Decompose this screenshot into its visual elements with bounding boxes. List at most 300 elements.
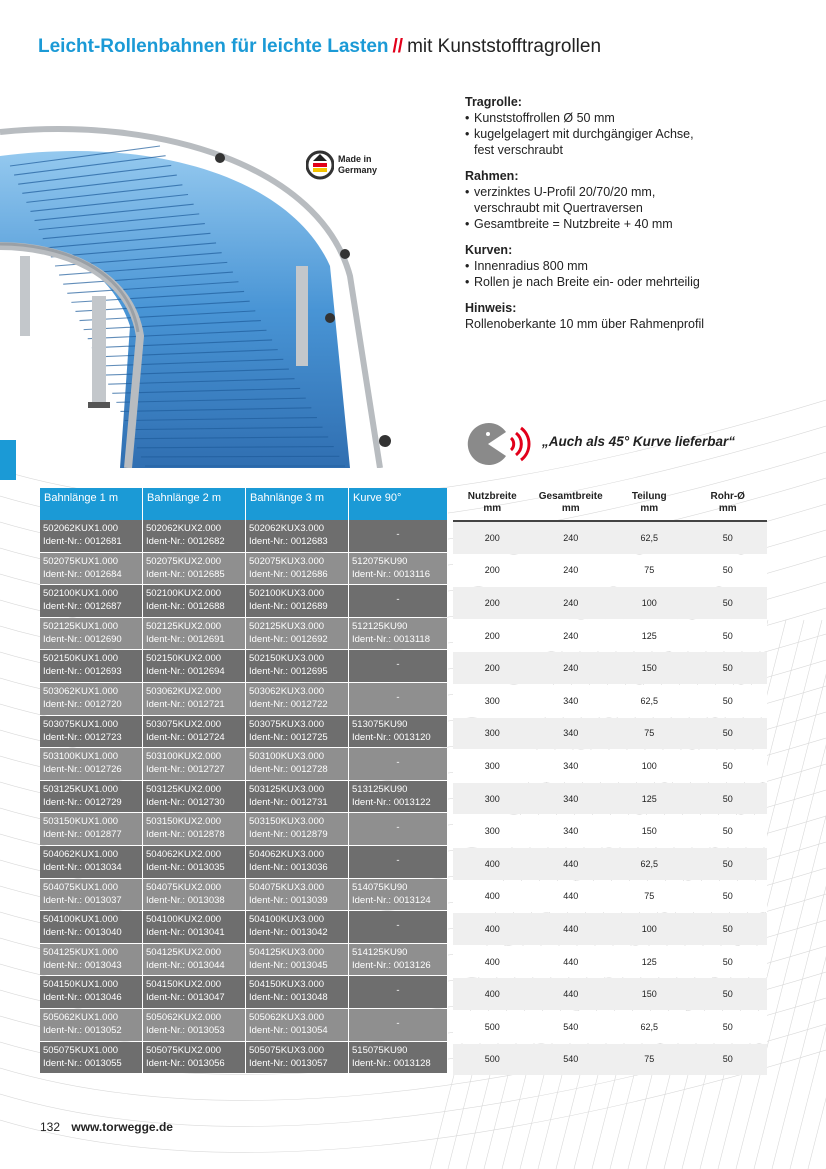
article-number: 502075KUX3.000 xyxy=(249,555,325,567)
value-rohr: 50 xyxy=(722,826,733,837)
article-cell-c2 xyxy=(143,553,246,585)
article-cell-c3 xyxy=(246,683,349,715)
dimension-row xyxy=(453,522,767,554)
article-cell-c3 xyxy=(246,944,349,976)
ident-number: Ident-Nr.: 0012729 xyxy=(43,796,122,808)
spec-heading: Hinweis: xyxy=(465,301,517,315)
ident-number: Ident-Nr.: 0013038 xyxy=(146,894,225,906)
value-gesamtbreite: 440 xyxy=(563,989,579,1000)
article-number: 505075KUX1.000 xyxy=(43,1044,119,1056)
ident-number: Ident-Nr.: 0013036 xyxy=(249,861,328,873)
ident-number: Ident-Nr.: 0012685 xyxy=(146,568,225,580)
article-cell-c4 xyxy=(349,781,448,813)
ident-number: Ident-Nr.: 0013042 xyxy=(249,927,328,939)
header-gesamtbreite-label: Gesamtbreite xyxy=(538,491,603,502)
article-number: - xyxy=(396,1017,400,1029)
page-title xyxy=(38,36,601,58)
article-cell-c4 xyxy=(349,683,448,715)
ident-number: Ident-Nr.: 0013057 xyxy=(249,1057,328,1069)
value-nutzbreite: 300 xyxy=(484,728,500,739)
article-number: 512075KU90 xyxy=(352,555,408,567)
article-cell-c2 xyxy=(143,976,246,1008)
value-teilung: 62,5 xyxy=(640,532,659,543)
article-cell-c2 xyxy=(143,813,246,845)
article-number: 515075KU90 xyxy=(352,1044,408,1056)
header-kurve-90: Kurve 90° xyxy=(349,488,448,520)
spec-group xyxy=(465,300,805,332)
ident-number: Ident-Nr.: 0013046 xyxy=(43,992,122,1004)
article-number: 513075KU90 xyxy=(352,718,408,730)
article-cell-c2 xyxy=(143,944,246,976)
germany-flag-icon xyxy=(306,150,334,180)
value-nutzbreite: 300 xyxy=(484,793,500,804)
article-cell-c3 xyxy=(246,748,349,780)
dimension-row xyxy=(453,978,767,1010)
spec-item xyxy=(465,274,805,290)
article-number: 503100KUX3.000 xyxy=(249,751,325,763)
article-cell-c2 xyxy=(143,1009,246,1041)
value-gesamtbreite: 440 xyxy=(563,923,579,934)
article-cell-c2 xyxy=(143,846,246,878)
article-number-table xyxy=(40,488,448,1074)
value-nutzbreite: 500 xyxy=(484,1021,500,1032)
article-row xyxy=(40,1042,448,1074)
article-number: 504100KUX3.000 xyxy=(249,914,325,926)
header-rohr-label: Rohr-Ø xyxy=(710,491,745,502)
spec-item-line: • Kunststoffrollen Ø 50 mm xyxy=(474,111,615,125)
article-number: - xyxy=(396,691,400,703)
spec-item-line: • kugelgelagert mit durchgängiger Achse, xyxy=(474,127,694,141)
badge-line2: Germany xyxy=(338,165,378,175)
article-number: 513125KU90 xyxy=(352,783,408,795)
value-rohr: 50 xyxy=(722,597,733,608)
article-row xyxy=(40,813,448,845)
article-number: 503125KUX1.000 xyxy=(43,783,119,795)
article-cell-c3 xyxy=(246,1042,349,1074)
article-number: - xyxy=(396,757,400,769)
value-nutzbreite: 300 xyxy=(484,695,500,706)
article-row xyxy=(40,846,448,878)
header-teilung-unit: mm xyxy=(640,503,659,514)
article-number: 503150KUX2.000 xyxy=(146,816,222,828)
ident-number: Ident-Nr.: 0013040 xyxy=(43,927,122,939)
value-nutzbreite: 400 xyxy=(484,956,500,967)
dimension-row xyxy=(453,750,767,782)
value-gesamtbreite: 340 xyxy=(563,793,579,804)
article-cell-c3 xyxy=(246,911,349,943)
article-cell-c4 xyxy=(349,716,448,748)
article-row xyxy=(40,976,448,1008)
ident-number: Ident-Nr.: 0012878 xyxy=(146,829,225,841)
article-number: 503062KUX2.000 xyxy=(146,685,222,697)
value-teilung: 62,5 xyxy=(640,858,659,869)
value-teilung: 150 xyxy=(641,989,657,1000)
ident-number: Ident-Nr.: 0013056 xyxy=(146,1057,225,1069)
article-number: 503150KUX3.000 xyxy=(249,816,325,828)
spec-group xyxy=(465,168,805,232)
article-number: - xyxy=(396,659,400,671)
article-cell-c2 xyxy=(143,748,246,780)
article-number: 504150KUX3.000 xyxy=(249,979,325,991)
dimension-row xyxy=(453,1011,767,1043)
specifications xyxy=(465,94,805,342)
ident-number: Ident-Nr.: 0012730 xyxy=(146,796,225,808)
value-rohr: 50 xyxy=(722,1054,733,1065)
ident-number: Ident-Nr.: 0013055 xyxy=(43,1057,122,1069)
value-teilung: 150 xyxy=(641,663,657,674)
article-cell-c1 xyxy=(40,1009,143,1041)
value-rohr: 50 xyxy=(722,728,733,739)
ident-number: Ident-Nr.: 0012722 xyxy=(249,698,328,710)
value-nutzbreite: 300 xyxy=(484,760,500,771)
article-number: 502100KUX3.000 xyxy=(249,588,325,600)
spec-item-line: • Rollen je nach Breite ein- oder mehrteilig xyxy=(474,275,700,289)
value-nutzbreite: 200 xyxy=(484,663,500,674)
value-rohr: 50 xyxy=(722,858,733,869)
spec-note-text: Rollenoberkante 10 mm über Rahmenprofil xyxy=(465,317,705,331)
article-number: 503075KUX1.000 xyxy=(43,718,119,730)
spec-heading: Kurven: xyxy=(465,243,513,257)
value-nutzbreite: 200 xyxy=(484,597,500,608)
article-row xyxy=(40,879,448,911)
ident-number: Ident-Nr.: 0012681 xyxy=(43,536,122,547)
article-number: - xyxy=(396,822,400,834)
value-nutzbreite: 400 xyxy=(484,891,500,902)
value-rohr: 50 xyxy=(722,760,733,771)
dimension-row xyxy=(453,881,767,913)
article-number: 512125KU90 xyxy=(352,620,408,632)
value-gesamtbreite: 240 xyxy=(563,597,579,608)
article-cell-c1 xyxy=(40,781,143,813)
article-number: 503100KUX2.000 xyxy=(146,751,222,763)
header-bahnlaenge-2m: Bahnlänge 2 m xyxy=(143,488,246,520)
article-cell-c2 xyxy=(143,879,246,911)
header-nutzbreite-label: Nutzbreite xyxy=(467,491,517,502)
article-number: 505075KUX2.000 xyxy=(146,1044,222,1056)
ident-number: Ident-Nr.: 0013126 xyxy=(352,959,431,971)
article-row xyxy=(40,748,448,780)
spec-item-line: • verzinktes U-Profil 20/70/20 mm, xyxy=(474,185,656,199)
article-cell-c3 xyxy=(246,650,349,682)
article-cell-c1 xyxy=(40,683,143,715)
ident-number: Ident-Nr.: 0012877 xyxy=(43,829,122,841)
value-nutzbreite: 300 xyxy=(484,826,500,837)
dimension-row xyxy=(453,848,767,880)
ident-number: Ident-Nr.: 0012692 xyxy=(249,633,328,645)
article-cell-c3 xyxy=(246,1009,349,1041)
article-row xyxy=(40,716,448,748)
article-cell-c1 xyxy=(40,813,143,845)
dimension-row xyxy=(453,1044,767,1076)
ident-number: Ident-Nr.: 0013052 xyxy=(43,1024,122,1036)
header-teilung-label: Teilung xyxy=(631,491,667,502)
article-number: 502062KUX1.000 xyxy=(43,523,119,534)
article-number: 502150KUX3.000 xyxy=(249,653,325,665)
dimension-row xyxy=(453,555,767,587)
value-nutzbreite: 200 xyxy=(484,565,500,576)
article-cell-c3 xyxy=(246,520,349,552)
ident-number: Ident-Nr.: 0013044 xyxy=(146,959,225,971)
ident-number: Ident-Nr.: 0012683 xyxy=(249,536,328,547)
dimension-row xyxy=(453,685,767,717)
ident-number: Ident-Nr.: 0012687 xyxy=(43,601,122,613)
value-gesamtbreite: 240 xyxy=(563,630,579,641)
value-gesamtbreite: 540 xyxy=(563,1054,579,1065)
article-number: 503100KUX1.000 xyxy=(43,751,119,763)
spec-group xyxy=(465,94,805,158)
article-number: - xyxy=(396,594,400,606)
spec-item xyxy=(465,216,805,232)
article-cell-c3 xyxy=(246,976,349,1008)
ident-number: Ident-Nr.: 0012691 xyxy=(146,633,225,645)
article-number: 502100KUX1.000 xyxy=(43,588,119,600)
article-number: - xyxy=(396,854,400,866)
article-row xyxy=(40,781,448,813)
value-teilung: 100 xyxy=(641,597,657,608)
ident-number: Ident-Nr.: 0012694 xyxy=(146,666,225,678)
article-cell-c1 xyxy=(40,879,143,911)
article-number: 502062KUX3.000 xyxy=(249,523,325,534)
value-gesamtbreite: 240 xyxy=(563,532,579,543)
article-cell-c1 xyxy=(40,520,143,552)
article-cell-c1 xyxy=(40,650,143,682)
article-cell-c2 xyxy=(143,650,246,682)
value-teilung: 125 xyxy=(641,793,657,804)
ident-number: Ident-Nr.: 0012684 xyxy=(43,568,122,580)
value-gesamtbreite: 440 xyxy=(563,858,579,869)
article-number: 503075KUX2.000 xyxy=(146,718,222,730)
article-cell-c3 xyxy=(246,716,349,748)
value-rohr: 50 xyxy=(722,565,733,576)
value-teilung: 150 xyxy=(641,826,657,837)
header-gesamtbreite xyxy=(532,488,611,520)
value-nutzbreite: 400 xyxy=(484,989,500,1000)
article-number: 514125KU90 xyxy=(352,946,408,958)
spec-item xyxy=(465,184,805,216)
value-teilung: 100 xyxy=(641,923,657,934)
article-cell-c4 xyxy=(349,911,448,943)
article-cell-c2 xyxy=(143,618,246,650)
ident-number: Ident-Nr.: 0013045 xyxy=(249,959,328,971)
article-cell-c4 xyxy=(349,553,448,585)
article-cell-c2 xyxy=(143,911,246,943)
value-teilung: 62,5 xyxy=(640,1021,659,1032)
article-number: 505062KUX2.000 xyxy=(146,1011,222,1023)
value-teilung: 75 xyxy=(644,728,655,739)
ident-number: Ident-Nr.: 0012879 xyxy=(249,829,328,841)
article-number: 504100KUX1.000 xyxy=(43,914,119,926)
value-rohr: 50 xyxy=(722,956,733,967)
article-cell-c4 xyxy=(349,618,448,650)
article-number: 502125KUX3.000 xyxy=(249,620,325,632)
article-cell-c4 xyxy=(349,846,448,878)
dimension-row xyxy=(453,783,767,815)
ident-number: Ident-Nr.: 0012682 xyxy=(146,536,225,547)
value-gesamtbreite: 240 xyxy=(563,565,579,576)
ident-number: Ident-Nr.: 0013054 xyxy=(249,1024,328,1036)
article-cell-c3 xyxy=(246,553,349,585)
article-number: 505075KUX3.000 xyxy=(249,1044,325,1056)
article-cell-c2 xyxy=(143,520,246,552)
article-row xyxy=(40,911,448,943)
article-cell-c4 xyxy=(349,976,448,1008)
article-number: 503075KUX3.000 xyxy=(249,718,325,730)
article-row xyxy=(40,585,448,617)
ident-number: Ident-Nr.: 0012695 xyxy=(249,666,328,678)
article-cell-c3 xyxy=(246,813,349,845)
badge-line1: Made in xyxy=(338,154,372,164)
spec-heading: Rahmen: xyxy=(465,169,519,183)
value-nutzbreite: 200 xyxy=(484,630,500,641)
value-gesamtbreite: 540 xyxy=(563,1021,579,1032)
value-teilung: 125 xyxy=(641,630,657,641)
article-cell-c1 xyxy=(40,716,143,748)
dimension-row xyxy=(453,913,767,945)
article-table-header xyxy=(40,488,448,520)
spec-item xyxy=(465,258,805,274)
ident-number: Ident-Nr.: 0012720 xyxy=(43,698,122,710)
article-number: 504062KUX3.000 xyxy=(249,848,325,860)
value-gesamtbreite: 440 xyxy=(563,891,579,902)
article-cell-c4 xyxy=(349,813,448,845)
article-number: 504075KUX3.000 xyxy=(249,881,325,893)
article-cell-c1 xyxy=(40,911,143,943)
value-rohr: 50 xyxy=(722,630,733,641)
value-rohr: 50 xyxy=(722,1021,733,1032)
article-number: - xyxy=(396,920,400,932)
article-number: 505062KUX3.000 xyxy=(249,1011,325,1023)
ident-number: Ident-Nr.: 0012723 xyxy=(43,731,122,743)
ident-number: Ident-Nr.: 0012727 xyxy=(146,764,225,776)
header-nutzbreite-unit: mm xyxy=(483,503,502,514)
article-number: - xyxy=(396,985,400,997)
value-teilung: 75 xyxy=(644,891,655,902)
ident-number: Ident-Nr.: 0013047 xyxy=(146,992,225,1004)
title-separator: // xyxy=(392,36,404,57)
ident-number: Ident-Nr.: 0012731 xyxy=(249,796,328,808)
article-cell-c3 xyxy=(246,879,349,911)
article-number: 502150KUX2.000 xyxy=(146,653,222,665)
article-number: 503150KUX1.000 xyxy=(43,816,119,828)
value-rohr: 50 xyxy=(722,532,733,543)
article-cell-c1 xyxy=(40,944,143,976)
header-rohr-unit: mm xyxy=(718,503,737,514)
article-number: 502100KUX2.000 xyxy=(146,588,222,600)
article-cell-c3 xyxy=(246,846,349,878)
article-number: 504062KUX2.000 xyxy=(146,848,222,860)
ident-number: Ident-Nr.: 0013034 xyxy=(43,861,122,873)
value-gesamtbreite: 340 xyxy=(563,760,579,771)
article-number: 502062KUX2.000 xyxy=(146,523,222,534)
article-row xyxy=(40,618,448,650)
spec-heading: Tragrolle: xyxy=(465,95,522,109)
article-cell-c4 xyxy=(349,1009,448,1041)
article-cell-c4 xyxy=(349,585,448,617)
ident-number: Ident-Nr.: 0012688 xyxy=(146,601,225,613)
ident-number: Ident-Nr.: 0013128 xyxy=(352,1057,431,1069)
value-gesamtbreite: 240 xyxy=(563,663,579,674)
article-cell-c2 xyxy=(143,683,246,715)
article-cell-c4 xyxy=(349,650,448,682)
section-tab-marker xyxy=(0,440,16,480)
article-number: 504150KUX2.000 xyxy=(146,979,222,991)
ident-number: Ident-Nr.: 0012686 xyxy=(249,568,328,580)
ident-number: Ident-Nr.: 0013120 xyxy=(352,731,431,743)
page-footer xyxy=(40,1120,173,1134)
article-number: 504125KUX3.000 xyxy=(249,946,325,958)
dimension-row xyxy=(453,652,767,684)
ident-number: Ident-Nr.: 0013037 xyxy=(43,894,122,906)
article-cell-c4 xyxy=(349,748,448,780)
article-cell-c4 xyxy=(349,879,448,911)
value-rohr: 50 xyxy=(722,989,733,1000)
ident-number: Ident-Nr.: 0012726 xyxy=(43,764,122,776)
ident-number: Ident-Nr.: 0012721 xyxy=(146,698,225,710)
value-nutzbreite: 400 xyxy=(484,923,500,934)
ident-number: Ident-Nr.: 0012690 xyxy=(43,633,122,645)
spec-item-line: fest verschraubt xyxy=(474,143,563,157)
article-number: - xyxy=(396,529,400,540)
article-number: 504125KUX1.000 xyxy=(43,946,119,958)
dimension-row xyxy=(453,587,767,619)
article-cell-c4 xyxy=(349,520,448,552)
header-rohr xyxy=(689,488,768,520)
header-bahnlaenge-1m: Bahnlänge 1 m xyxy=(40,488,143,520)
dimension-row xyxy=(453,946,767,978)
value-rohr: 50 xyxy=(722,891,733,902)
article-row xyxy=(40,650,448,682)
ident-number: Ident-Nr.: 0012693 xyxy=(43,666,122,678)
article-number: 504075KUX2.000 xyxy=(146,881,222,893)
article-cell-c3 xyxy=(246,618,349,650)
article-number: 504075KUX1.000 xyxy=(43,881,119,893)
value-gesamtbreite: 340 xyxy=(563,826,579,837)
header-bahnlaenge-3m: Bahnlänge 3 m xyxy=(246,488,349,520)
header-nutzbreite xyxy=(453,488,532,520)
article-number: 505062KUX1.000 xyxy=(43,1011,119,1023)
spec-item-line: • Gesamtbreite = Nutzbreite + 40 mm xyxy=(474,217,673,231)
article-cell-c4 xyxy=(349,944,448,976)
article-cell-c1 xyxy=(40,846,143,878)
ident-number: Ident-Nr.: 0012725 xyxy=(249,731,328,743)
article-row xyxy=(40,683,448,715)
article-cell-c1 xyxy=(40,585,143,617)
article-cell-c1 xyxy=(40,553,143,585)
website-url: www.torwegge.de xyxy=(71,1120,173,1134)
ident-number: Ident-Nr.: 0013039 xyxy=(249,894,328,906)
value-gesamtbreite: 440 xyxy=(563,956,579,967)
ident-number: Ident-Nr.: 0012728 xyxy=(249,764,328,776)
article-number: 503125KUX2.000 xyxy=(146,783,222,795)
dimension-row xyxy=(453,718,767,750)
article-cell-c3 xyxy=(246,781,349,813)
article-number: 503125KUX3.000 xyxy=(249,783,325,795)
spec-group xyxy=(465,242,805,290)
spec-item-line: • Innenradius 800 mm xyxy=(474,259,588,273)
ident-number: Ident-Nr.: 0012724 xyxy=(146,731,225,743)
value-nutzbreite: 500 xyxy=(484,1054,500,1065)
value-nutzbreite: 200 xyxy=(484,532,500,543)
article-row xyxy=(40,520,448,552)
ident-number: Ident-Nr.: 0013122 xyxy=(352,796,431,808)
title-light: mit Kunststofftragrollen xyxy=(407,36,602,57)
header-teilung xyxy=(610,488,689,520)
article-cell-c4 xyxy=(349,1042,448,1074)
article-number: 502125KUX2.000 xyxy=(146,620,222,632)
dimension-table xyxy=(453,488,767,1076)
article-row xyxy=(40,553,448,585)
ident-number: Ident-Nr.: 0012689 xyxy=(249,601,328,613)
